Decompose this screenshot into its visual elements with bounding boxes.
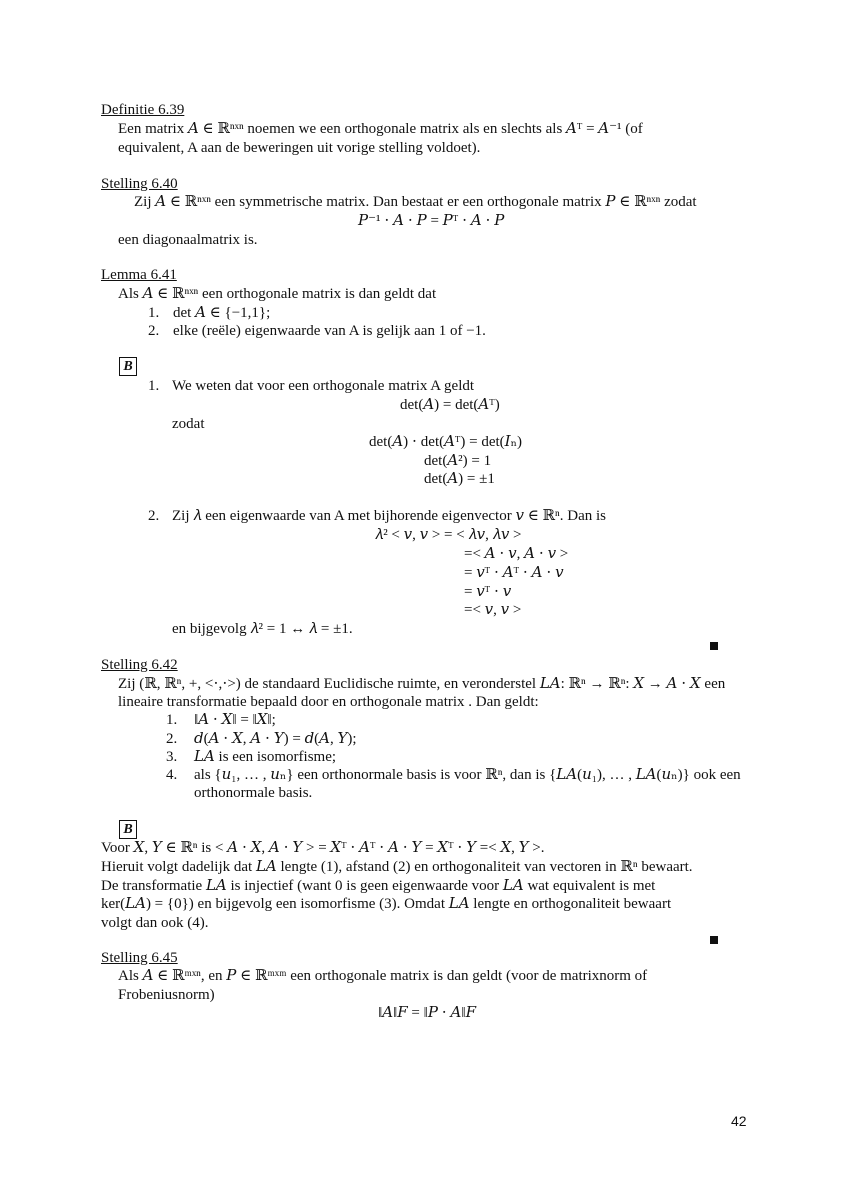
proof-conclusion: en bijgevolg 𝜆² = 1 ↔ 𝜆 = ±1. bbox=[172, 621, 353, 637]
theorem-6-42-text: Zij (ℝ, ℝⁿ, +, <⋅,⋅>) de standaard Euclidische ruimte, en veronderstel 𝐿𝐴: ℝⁿ → ℝⁿ: 𝑋 → 𝐴 ⋅ 𝑋 een bbox=[118, 676, 726, 692]
theorem-item-number: 4. bbox=[166, 767, 178, 783]
theorem-6-42-text-cont: lineaire transformatie bepaald door en orthogonale matrix . Dan geldt: bbox=[118, 694, 539, 710]
proof-text: volgt dan ook (4). bbox=[101, 915, 209, 931]
definition-6-39-text-cont: equivalent, A aan de beweringen uit vorige stelling voldoet). bbox=[118, 140, 481, 156]
proof-text: De transformatie 𝐿𝐴 is injectief (want 0 is geen eigenwaarde voor 𝐿𝐴 wat equivalent is met bbox=[101, 878, 656, 894]
theorem-item-number: 1. bbox=[166, 712, 178, 728]
proof-equation: det(𝐴²) = 1 bbox=[424, 453, 492, 469]
theorem-6-40-formula: 𝑃⁻¹ ⋅ 𝐴 ⋅ 𝑃 = 𝑃ᵀ ⋅ 𝐴 ⋅ 𝑃 bbox=[358, 213, 505, 229]
lemma-6-41-text: Als 𝐴 ∈ ℝⁿˣⁿ een orthogonale matrix is dan geldt dat bbox=[118, 286, 437, 302]
proof-text: Hieruit volgt dadelijk dat 𝐿𝐴 lengte (1), afstand (2) en orthogonaliteit van vectoren in ℝⁿ bewaart. bbox=[101, 859, 693, 875]
theorem-item-number: 3. bbox=[166, 749, 178, 765]
definition-6-39-title: Definitie 6.39 bbox=[101, 102, 185, 118]
theorem-6-45-title: Stelling 6.45 bbox=[101, 950, 178, 966]
lemma-6-41-title: Lemma 6.41 bbox=[101, 267, 177, 283]
proof-text: zodat bbox=[172, 416, 205, 432]
theorem-item: 𝑑(𝐴 ⋅ 𝑋, 𝐴 ⋅ 𝑌) = 𝑑(𝐴, 𝑌); bbox=[194, 731, 357, 747]
lemma-item: det 𝐴 ∈ {−1,1}; bbox=[173, 305, 271, 321]
theorem-item: als {𝑢₁, … , 𝑢ₙ} een orthonormale basis is voor ℝⁿ, dan is {𝐿𝐴(𝑢₁), … , 𝐿𝐴(𝑢ₙ)} ook een bbox=[194, 767, 741, 783]
theorem-6-40-text-cont: een diagonaalmatrix is. bbox=[118, 232, 258, 248]
proof-equation-chain: = 𝑣ᵀ ⋅ 𝐴ᵀ ⋅ 𝐴 ⋅ 𝑣 bbox=[464, 565, 564, 581]
lemma-item-number: 1. bbox=[148, 305, 160, 321]
proof-item-number: 1. bbox=[148, 378, 160, 394]
page-number: 42 bbox=[731, 1113, 747, 1129]
proof-equation-chain: =< 𝐴 ⋅ 𝑣, 𝐴 ⋅ 𝑣 > bbox=[464, 546, 569, 562]
theorem-item-number: 2. bbox=[166, 731, 178, 747]
proof-equation-chain: =< 𝑣, 𝑣 > bbox=[464, 602, 522, 618]
proof-equation: det(𝐴) = det(𝐴ᵀ) bbox=[400, 397, 500, 413]
theorem-item: ‖𝐴 ⋅ 𝑋‖ = ‖𝑋‖; bbox=[194, 712, 276, 728]
theorem-6-45-text: Als 𝐴 ∈ ℝᵐˣⁿ, en 𝑃 ∈ ℝᵐˣᵐ een orthogonale matrix is dan geldt (voor de matrixnorm of bbox=[118, 968, 648, 984]
proof-badge: B bbox=[119, 820, 137, 839]
proof-text: Voor 𝑋, 𝑌 ∈ ℝⁿ is < 𝐴 ⋅ 𝑋, 𝐴 ⋅ 𝑌 > = 𝑋ᵀ ⋅ 𝐴ᵀ ⋅ 𝐴 ⋅ 𝑌 = 𝑋ᵀ ⋅ 𝑌 =< 𝑋, 𝑌 >. bbox=[101, 840, 545, 856]
proof-badge: B bbox=[119, 357, 137, 376]
qed-square-icon bbox=[710, 642, 718, 650]
proof-equation-chain: = 𝑣ᵀ ⋅ 𝑣 bbox=[464, 584, 512, 600]
proof-equation-chain: 𝜆² < 𝑣, 𝑣 > = < 𝜆𝑣, 𝜆𝑣 > bbox=[375, 527, 522, 543]
lemma-item: elke (reële) eigenwaarde van A is gelijk aan 1 of −1. bbox=[173, 323, 486, 339]
definition-6-39-text: Een matrix 𝐴 ∈ ℝⁿˣⁿ noemen we een orthogonale matrix als en slechts als 𝐴ᵀ = 𝐴⁻¹ (of bbox=[118, 121, 643, 137]
theorem-item-cont: orthonormale basis. bbox=[194, 785, 313, 801]
proof-text: Zij 𝜆 een eigenwaarde van A met bijhorende eigenvector 𝑣 ∈ ℝⁿ. Dan is bbox=[172, 508, 606, 524]
proof-equation: det(𝐴) ⋅ det(𝐴ᵀ) = det(𝐼ₙ) bbox=[369, 434, 523, 450]
theorem-6-45-formula: ‖𝐴‖𝐹 = ‖𝑃 ⋅ 𝐴‖𝐹 bbox=[378, 1005, 477, 1021]
qed-square-icon bbox=[710, 936, 718, 944]
theorem-6-40-text: Zij 𝐴 ∈ ℝⁿˣⁿ een symmetrische matrix. Dan bestaat er een orthogonale matrix 𝑃 ∈ ℝⁿˣⁿ zodat bbox=[134, 194, 697, 210]
lemma-item-number: 2. bbox=[148, 323, 160, 339]
theorem-6-42-title: Stelling 6.42 bbox=[101, 657, 178, 673]
proof-text: We weten dat voor een orthogonale matrix A geldt bbox=[172, 378, 475, 394]
proof-equation: det(𝐴) = ±1 bbox=[424, 471, 495, 487]
theorem-6-40-title: Stelling 6.40 bbox=[101, 176, 178, 192]
theorem-6-45-text-cont: Frobeniusnorm) bbox=[118, 987, 215, 1003]
proof-text: ker(𝐿𝐴) = {0}) en bijgevolg een isomorfisme (3). Omdat 𝐿𝐴 lengte en orthogonaliteit bewaart bbox=[101, 896, 672, 912]
theorem-item: 𝐿𝐴 is een isomorfisme; bbox=[194, 749, 337, 765]
proof-item-number: 2. bbox=[148, 508, 160, 524]
